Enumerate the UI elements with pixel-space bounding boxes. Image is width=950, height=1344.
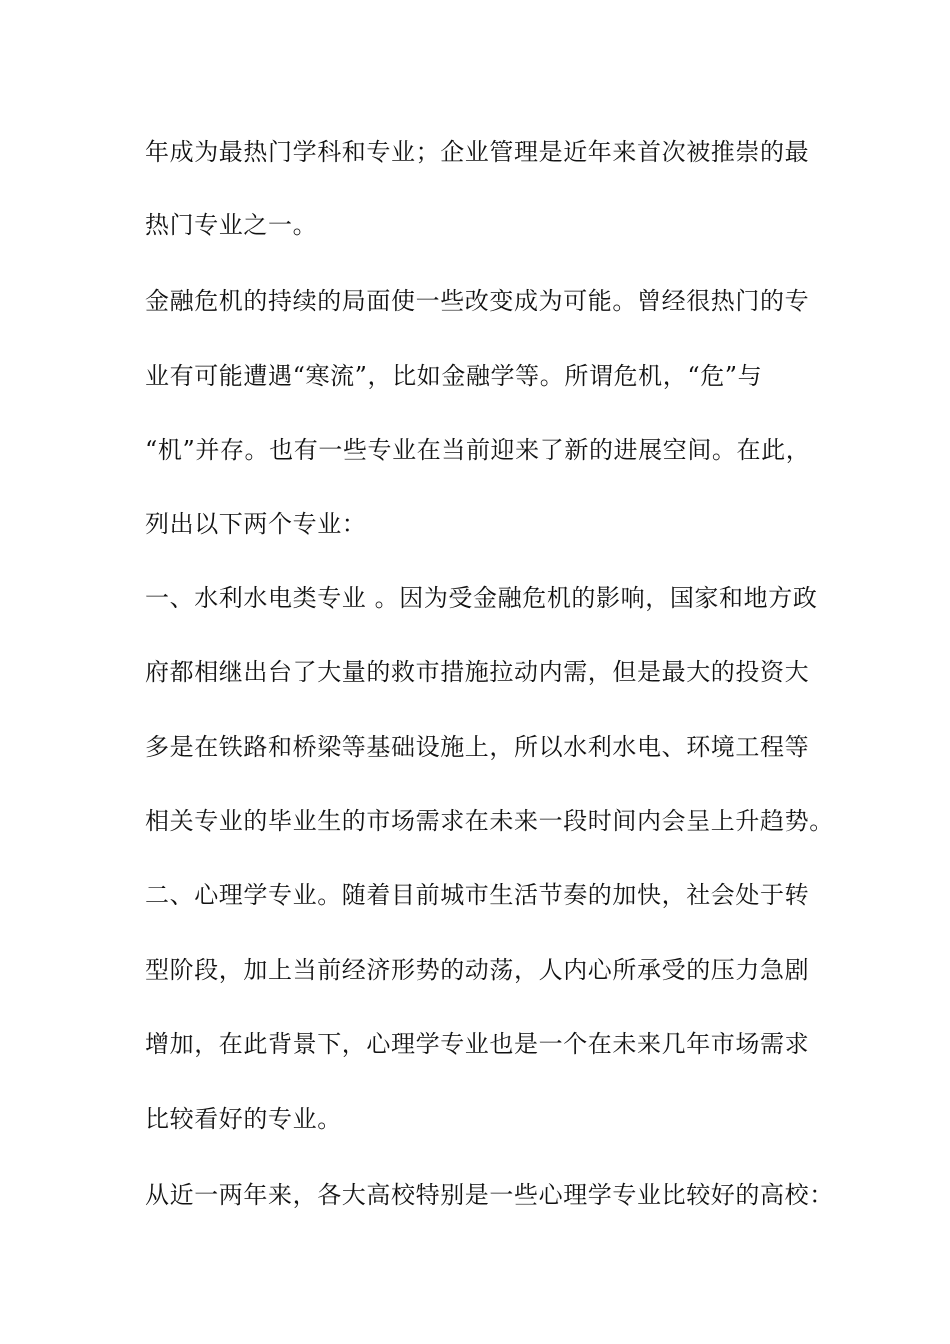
text-line: 府都相继出台了大量的救市措施拉动内需，但是最大的投资大: [145, 658, 810, 686]
text-line: 相关专业的毕业生的市场需求在未来一段时间内会呈上升趋势。: [145, 807, 834, 835]
text-line: 增加，在此背景下，心理学专业也是一个在未来几年市场需求: [145, 1030, 810, 1058]
text-line: 多是在铁路和桥梁等基础设施上，所以水利水电、环境工程等: [145, 733, 810, 761]
text-line: 金融危机的持续的局面使一些改变成为可能。曾经很热门的专: [145, 287, 810, 315]
text-line: 型阶段，加上当前经济形势的动荡，人内心所承受的压力急剧: [145, 956, 810, 984]
text-line: 比较看好的专业。: [145, 1105, 342, 1133]
text-line: 业有可能遭遇“寒流”，比如金融学等。所谓危机，“危”与: [145, 362, 763, 390]
text-line: 年成为最热门学科和专业；企业管理是近年来首次被推崇的最: [145, 138, 810, 166]
text-line: 一、水利水电类专业 。因为受金融危机的影响，国家和地方政: [145, 584, 818, 612]
text-line: 二、心理学专业。随着目前城市生活节奏的加快，社会处于转: [145, 881, 810, 909]
text-line: 列出以下两个专业：: [145, 510, 367, 538]
text-line: 热门专业之一。: [145, 211, 318, 239]
text-line: “机”并存。也有一些专业在当前迎来了新的进展空间。在此，: [145, 436, 811, 464]
text-line: 从近一两年来，各大高校特别是一些心理学专业比较好的高校：: [145, 1181, 834, 1209]
